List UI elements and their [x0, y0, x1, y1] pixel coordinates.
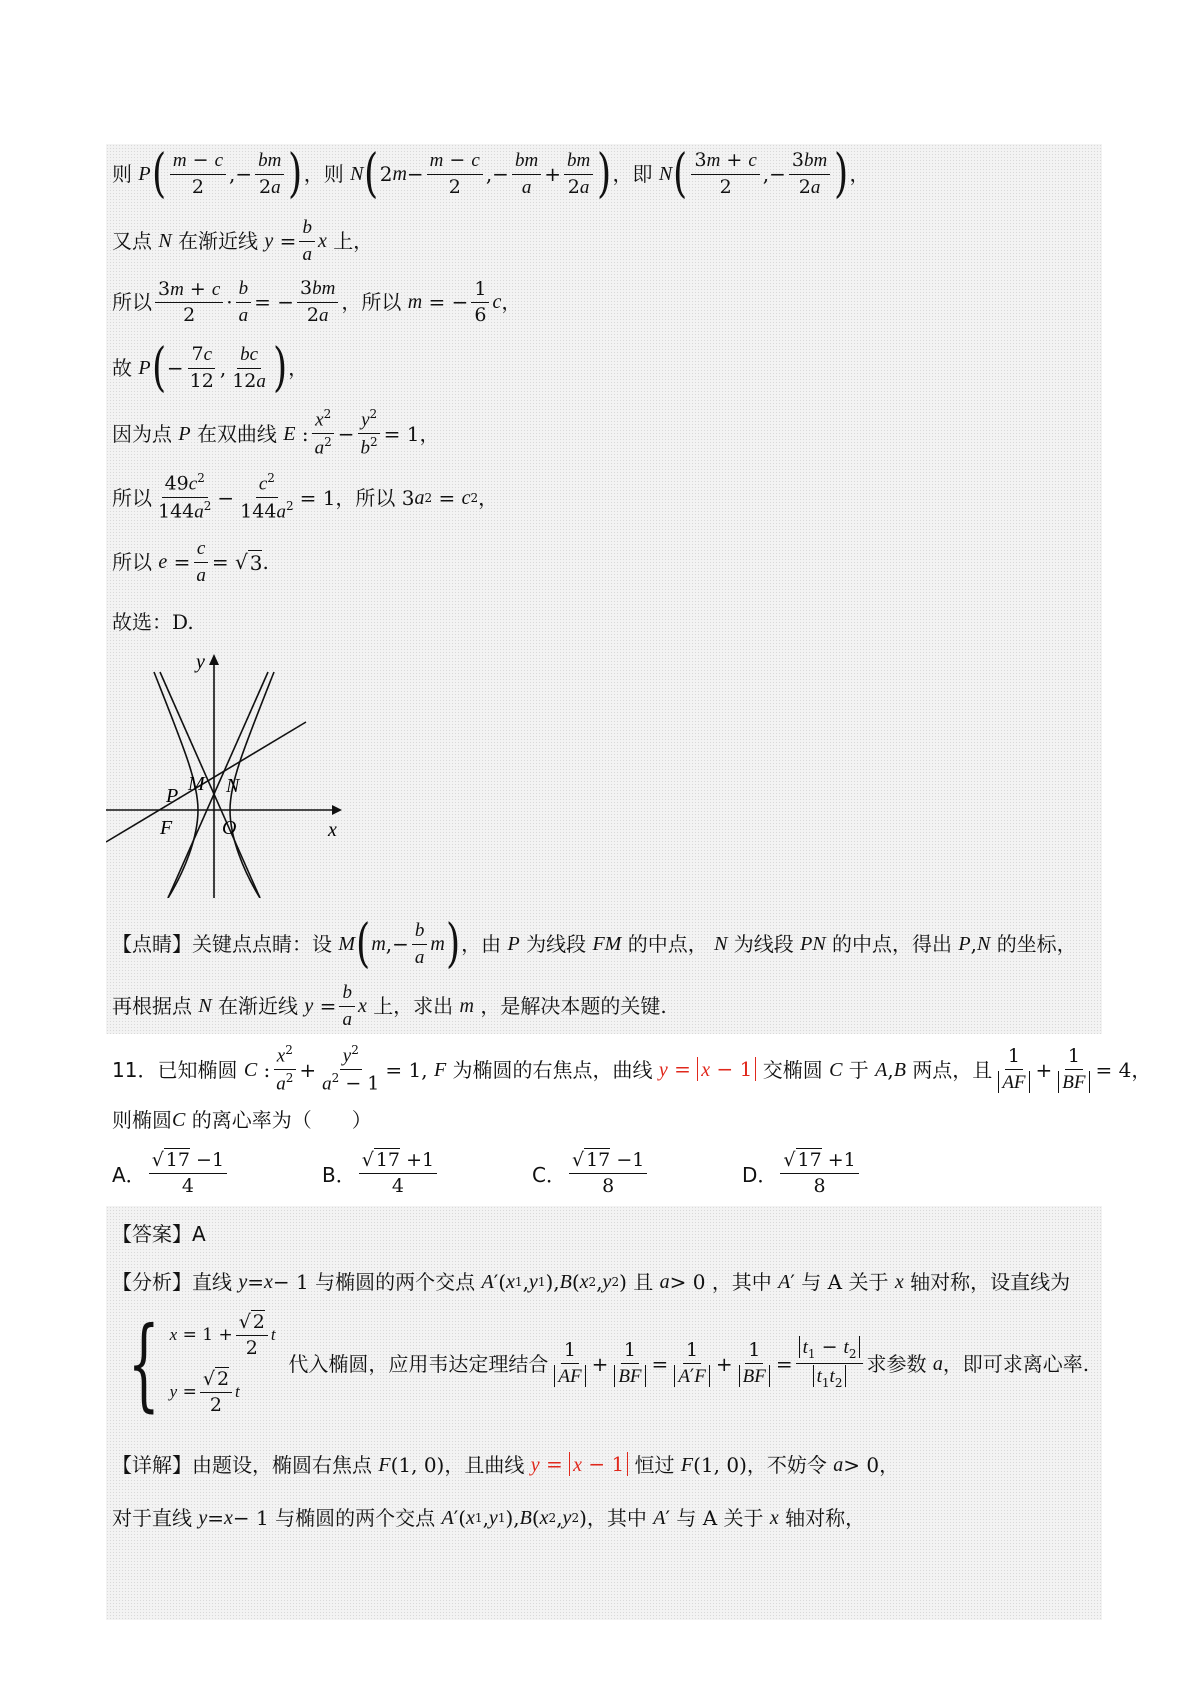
answer-line: 【答案】 A [112, 1222, 206, 1246]
label-n: N [226, 775, 240, 797]
detail-line-1: 【详解】 由题设，椭圆右焦点 F (1, 0) ，且曲线 y = x − 1 恒过 F (1, 0) ，不妨令 a > 0 ， [112, 1452, 900, 1477]
solution-line-6: 所以 $\frac{49c^2}{144a^2}$ − $\frac{c^2}{144a^2}$ = 1 ，所以 3 a 2 = c 2 ， [112, 471, 499, 523]
option-d[interactable]: D． $\frac{√ 17 +1}{8}$ [742, 1150, 862, 1197]
y-axis-arrow [209, 654, 219, 665]
label-y: y [196, 652, 205, 673]
option-c[interactable]: C． $\frac{√ 17 -1}{8}$ [532, 1150, 650, 1197]
label-x: x [328, 819, 337, 841]
option-b[interactable]: B． $\frac{√ 17 +1}{4}$ [322, 1150, 440, 1197]
solution-line-4: 故 P ( − $\frac{7c}{12}$ , $\frac{bc}{12a}$ ) ， [112, 338, 309, 398]
solution-line-5: 因为点 P 在双曲线 E : $\frac{x^2}{a^2}$ − $\frac{y^2}{b^2}$ = 1 ， [112, 407, 440, 459]
asymptote-1 [168, 672, 268, 898]
choice-line: 故选：D. [112, 610, 194, 634]
solution-line-1: 则 P ( $\frac{m - c}{2}$ ,− $\frac{bm}{2a}$ ) ，则 N ( 2 m − $\frac{m - c}{2}$ ,− $\frac{bm}{a}$ + $\frac{bm}{2a}$ ) ，即 N ( $\frac{3m + c}{2}$ ,− $\frac{3bm}{2a}$ ) ， [112, 144, 870, 204]
remark-line-2: 再根据点 N 在渐近线 y = $\frac{b}{a}$ x 上，求出 m ，是解决本题的关键. [112, 982, 667, 1030]
detail-line-2: 对于直线 y = x − 1 与椭圆的两个交点 A ′( x 1 , y 1 ), B ( x 2 , y 2 ) ，其中 A ′ 与 A 关于 x 轴对称， [112, 1506, 866, 1530]
label-o: O [222, 817, 237, 839]
label-p: P [166, 785, 179, 807]
solution-line-2: 又点 N 在渐近线 y = $\frac{b}{a}$ x 上， [112, 217, 374, 265]
question-11-stem: 11． 已知椭圆 C : $\frac{x^2}{a^2}$ + $\frac{y^2}{a^2 - 1}$ = 1, F 为椭圆的右焦点，曲线 y = x − 1 交椭圆 C 于 A , B 两点，且 $\frac{1}{AF}$ + $\frac{1}{BF}$ = 4 ， [112, 1043, 1152, 1095]
line-fm [106, 722, 306, 842]
label-f: F [160, 817, 173, 839]
parametric-line-system: { x = 1 + $\frac{√ 2}{2}$ t y = $\frac{√ 2}{2}$ t [127, 1304, 276, 1422]
remark-line-1: 【点睛】 关键点点睛：设 M ( m ,− $\frac{b}{a}$ m ) ，由 P 为线段 FM 的中点， N 为线段 PN 的中点，得出 P , N 的坐标， [112, 914, 1077, 974]
label-m: M [188, 773, 205, 795]
analysis-line-2: { x = 1 + $\frac{√ 2}{2}$ t y = $\frac{√ 2}{2}$ t 代入椭圆，应用韦达定理结合 $\frac{1}{AF}$ + $\frac{1}{BF}$ = $\frac{1}{A'F}$ + $\frac{1}{BF}$ = $\frac{t_1 - t_2}{t_1t_2}$ 求参数 a ，即可求离心率. [112, 1312, 1089, 1416]
analysis-line-1: 【分析】 直线 y = x − 1 与椭圆的两个交点 A ′( x 1 , y 1 ), B ( x 2 , y 2 ) 且 a > 0 ，其中 A ′ 与 A 关于 x 轴对称，设直线为 [112, 1270, 1071, 1294]
question-11-stem-2: 则椭圆 C 的离心率为（ ） [112, 1108, 372, 1132]
solution-line-3: 所以 $\frac{3m + c}{2}$ · $\frac{b}{a}$ = − $\frac{3bm}{2a}$ ，所以 m = − $\frac{1}{6}$ c ， [112, 277, 522, 327]
x-axis-arrow [332, 805, 342, 815]
option-a[interactable]: A． $\frac{√ 17 -1}{4}$ [112, 1150, 230, 1197]
hyperbola-figure [106, 652, 342, 898]
solution-line-7: 所以 e = $\frac{c}{a}$ = √ 3 . [112, 538, 269, 586]
